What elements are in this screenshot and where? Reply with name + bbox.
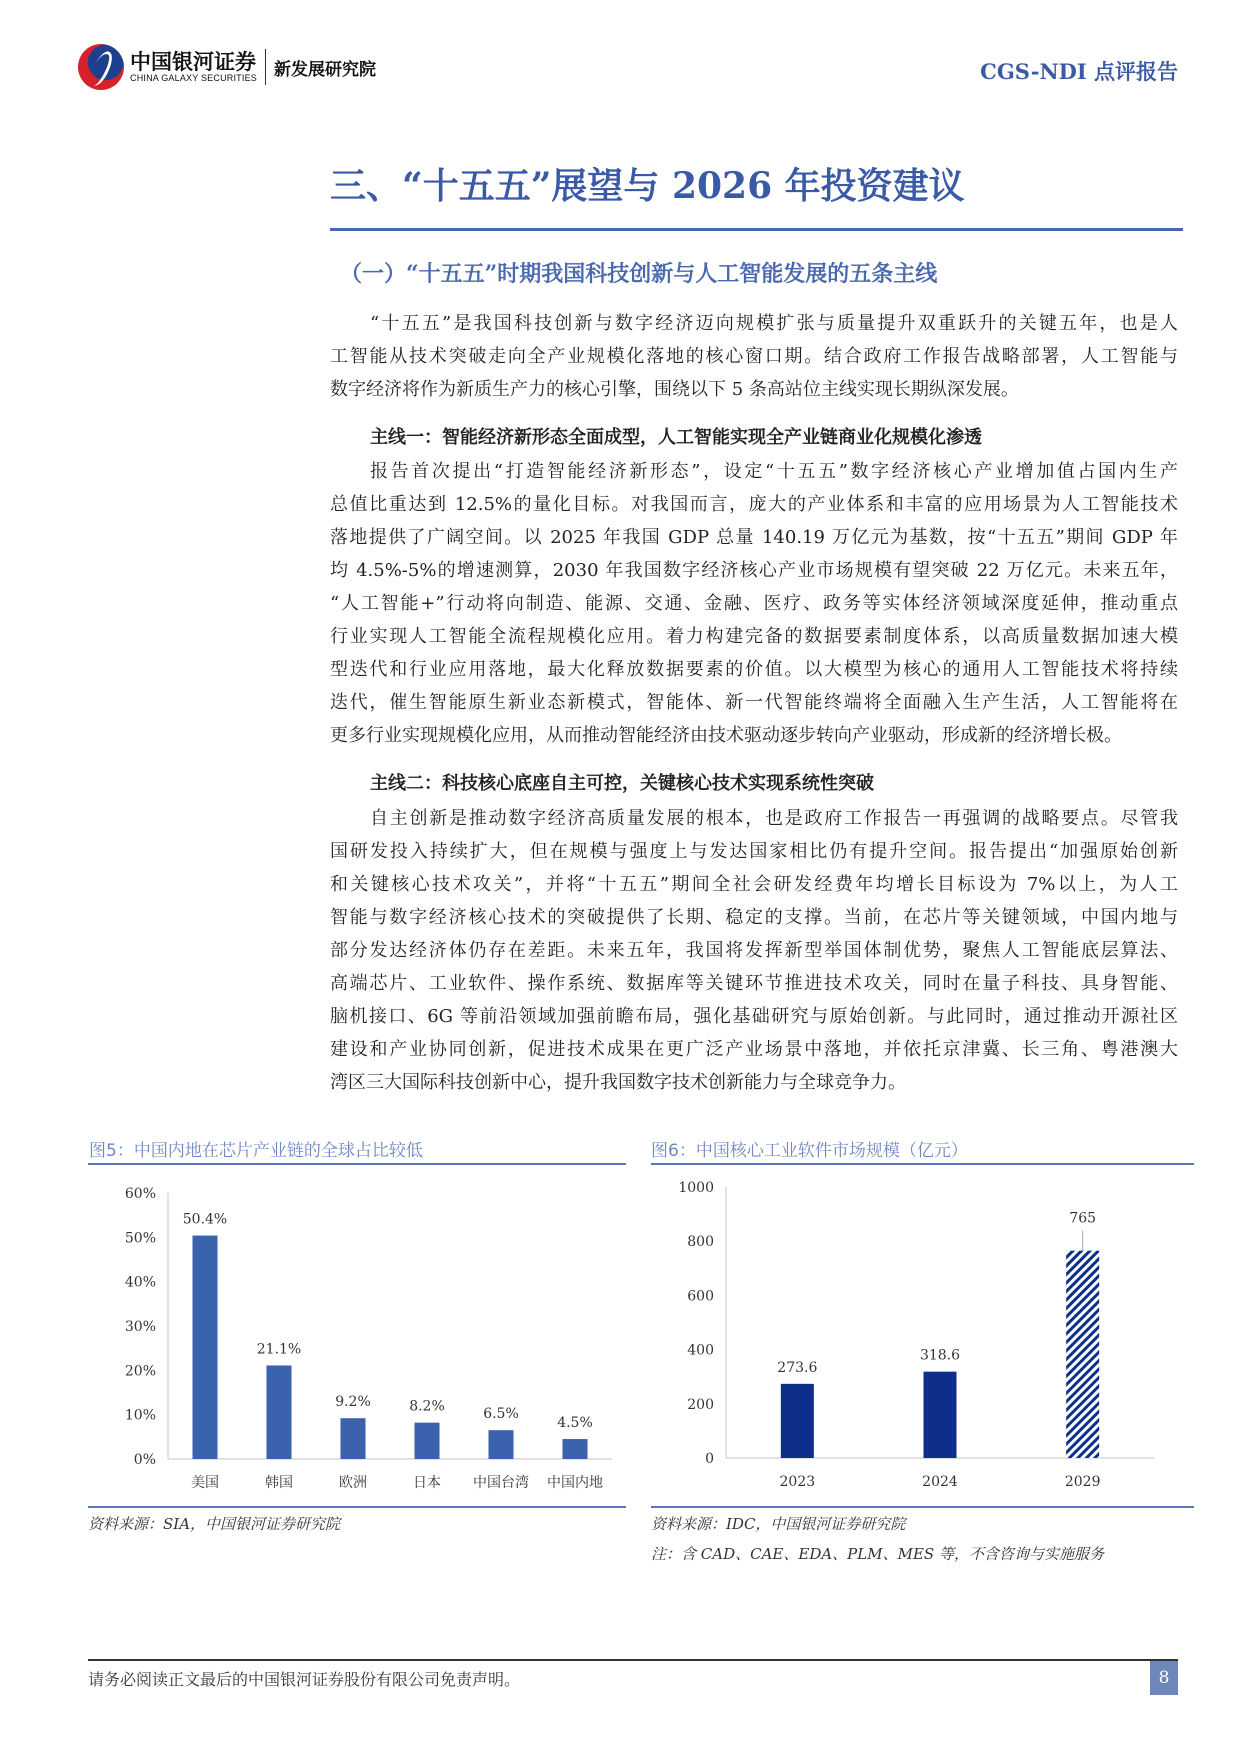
galaxy-logo-icon: [78, 44, 124, 90]
y-tick-label: 200: [687, 1396, 714, 1413]
text-line: “十五五”是我国科技创新与数字经济迈向规模扩张与质量提升双重跃升的关键五年，也是人: [370, 313, 1178, 334]
text-line: 建设和产业协同创新，促进技术成果在更广泛产业场景中落地，并依托京津冀、长三角、粤港澳大: [330, 1039, 1178, 1060]
y-tick-label: 0%: [133, 1452, 156, 1468]
data-label: 273.6: [777, 1359, 818, 1376]
logo-en-text: CHINA GALAXY SECURITIES: [130, 73, 257, 83]
figure-5-source: 资料来源：SIA，中国银河证券研究院: [88, 1515, 341, 1533]
data-label: 318.6: [919, 1347, 961, 1364]
text-line: 高端芯片、工业软件、操作系统、数据库等关键环节推进技术攻关，同时在量子科技、具身智能、: [330, 973, 1178, 994]
y-tick-label: 600: [687, 1288, 714, 1305]
data-label: 8.2%: [409, 1398, 445, 1415]
x-tick-label: 中国内地: [547, 1475, 603, 1491]
x-tick-label: 韩国: [265, 1475, 293, 1491]
data-label: 765: [1069, 1210, 1097, 1227]
subsection-title: （一）“十五五”时期我国科技创新与人工智能发展的五条主线: [340, 261, 938, 287]
x-tick-label: 日本: [413, 1475, 441, 1491]
page-number: 8: [1150, 1661, 1178, 1695]
bar: [341, 1418, 366, 1459]
bar: [415, 1423, 440, 1459]
bar: [489, 1430, 514, 1459]
text-line: 迭代，催生智能原生新业态新模式，智能体、新一代智能终端将全面融入生产生活，人工智能将在: [330, 692, 1178, 713]
text-line: 脑机接口、6G 等前沿领域加强前瞻布局，强化基础研究与原始创新。与此同时，通过推动开源社区: [330, 1006, 1178, 1027]
intro-paragraph: [330, 307, 1178, 406]
x-tick-label: 美国: [191, 1475, 219, 1491]
y-tick-label: 10%: [124, 1407, 156, 1424]
data-label: 6.5%: [483, 1406, 519, 1423]
text-line: 部分发达经济体仍存在差距。未来五年，我国将发挥新型举国体制优势，聚焦人工智能底层算法、: [330, 940, 1178, 961]
company-logo: [78, 44, 376, 90]
data-label: 21.1%: [256, 1341, 302, 1358]
bar: [193, 1236, 218, 1459]
y-tick-label: 800: [687, 1234, 714, 1251]
figure-5-chart: [88, 1170, 626, 1505]
section-divider: [330, 228, 1183, 231]
footer-disclaimer: 请务必阅读正文最后的中国银河证券股份有限公司免责声明。: [88, 1670, 521, 1689]
text-line: 落地提供了广阔空间。以 2025 年我国 GDP 总量 140.19 万亿元为基数，按“十五五”期间 GDP 年: [330, 527, 1178, 548]
mainline-2-heading: 主线二：科技核心底座自主可控，关键核心技术实现系统性突破: [370, 773, 874, 794]
y-tick-label: 0: [705, 1451, 714, 1467]
data-label: 9.2%: [335, 1394, 371, 1411]
section-title: 三、“十五五”展望与 2026 年投资建议: [330, 165, 965, 207]
figure-6-title: 图6：中国核心工业软件市场规模（亿元）: [651, 1141, 968, 1161]
y-tick-label: 30%: [124, 1319, 156, 1335]
x-tick-label: 2024: [922, 1474, 958, 1490]
mainline-2-paragraph: [330, 802, 1178, 1099]
text-line: 数字经济将作为新质生产力的核心引擎，围绕以下 5 条高站位主线实现长期纵深发展。: [330, 379, 1019, 400]
mainline-1-heading: 主线一：智能经济新形态全面成型，人工智能实现全产业链商业化规模化渗透: [370, 427, 982, 448]
figure-6-chart: [651, 1170, 1194, 1505]
text-line: 湾区三大国际科技创新中心，提升我国数字技术创新能力与全球竞争力。: [330, 1072, 906, 1093]
logo-divider: [265, 49, 266, 85]
text-line: 更多行业实现规模化应用，从而推动智能经济由技术驱动逐步转向产业驱动，形成新的经济增长极。: [330, 725, 1122, 746]
bar: [1066, 1251, 1099, 1458]
text-line: 智能与数字经济核心技术的突破提供了长期、稳定的支撑。当前，在芯片等关键领域，中国内地与: [330, 907, 1178, 928]
logo-cn-text: 中国银河证券: [130, 50, 256, 74]
figure-6-note: 注：含 CAD、CAE、EDA、PLM、MES 等，不含咨询与实施服务: [651, 1545, 1104, 1563]
y-tick-label: 1000: [678, 1180, 714, 1196]
y-tick-label: 50%: [124, 1230, 156, 1247]
text-line: 和关键核心技术攻关”，并将“十五五”期间全社会研发经费年均增长目标设为 7%以上，为人工: [330, 874, 1178, 895]
figure-5-title: 图5：中国内地在芯片产业链的全球占比较低: [89, 1141, 423, 1161]
figure-6-bottom-rule: [651, 1506, 1194, 1508]
y-tick-label: 400: [687, 1342, 714, 1359]
figure-5-bottom-rule: [88, 1506, 626, 1508]
bar: [267, 1365, 292, 1459]
text-line: 工智能从技术突破走向全产业规模化落地的核心窗口期。结合政府工作报告战略部署，人工智能与: [330, 346, 1178, 367]
institute-name: 新发展研究院: [273, 59, 376, 80]
bar: [563, 1439, 588, 1459]
bar: [924, 1372, 957, 1458]
figure-6-source: 资料来源：IDC，中国银河证券研究院: [651, 1515, 906, 1533]
y-tick-label: 20%: [124, 1363, 156, 1380]
text-line: 总值比重达到 12.5%的量化目标。对我国而言，庞大的产业体系和丰富的应用场景为人工智能技术: [330, 494, 1178, 515]
text-line: 自主创新是推动数字经济高质量发展的根本，也是政府工作报告一再强调的战略要点。尽管我: [370, 808, 1178, 829]
text-line: 行业实现人工智能全流程规模化应用。着力构建完备的数据要素制度体系，以高质量数据加速大模: [330, 626, 1178, 647]
x-tick-label: 欧洲: [339, 1475, 367, 1491]
text-line: 报告首次提出“打造智能经济新形态”，设定“十五五”数字经济核心产业增加值占国内生产: [370, 461, 1178, 482]
x-tick-label: 2023: [779, 1474, 816, 1490]
y-tick-label: 40%: [124, 1274, 156, 1291]
y-tick-label: 60%: [124, 1186, 156, 1202]
text-line: 均 4.5%-5%的增速测算，2030 年我国数字经济核心产业市场规模有望突破 22 万亿元。未来五年，: [330, 560, 1178, 581]
bar: [781, 1384, 814, 1458]
text-line: 型迭代和行业应用落地，最大化释放数据要素的价值。以大模型为核心的通用人工智能技术将持续: [330, 659, 1178, 680]
data-label: 50.4%: [182, 1211, 228, 1228]
mainline-1-paragraph: [330, 455, 1178, 752]
data-label: 4.5%: [557, 1415, 593, 1432]
text-line: 国研发投入持续扩大，但在规模与强度上与发达国家相比仍有提升空间。报告提出“加强原始创新: [330, 841, 1178, 862]
figure-6-top-rule: [651, 1163, 1194, 1165]
figure-5-top-rule: [88, 1163, 626, 1165]
text-line: “人工智能+”行动将向制造、能源、交通、金融、医疗、政务等实体经济领域深度延伸，推动重点: [330, 593, 1178, 614]
report-type: CGS-NDI 点评报告: [980, 59, 1178, 84]
x-tick-label: 2029: [1064, 1474, 1101, 1490]
x-tick-label: 中国台湾: [473, 1475, 529, 1491]
footer-rule: [88, 1659, 1178, 1661]
